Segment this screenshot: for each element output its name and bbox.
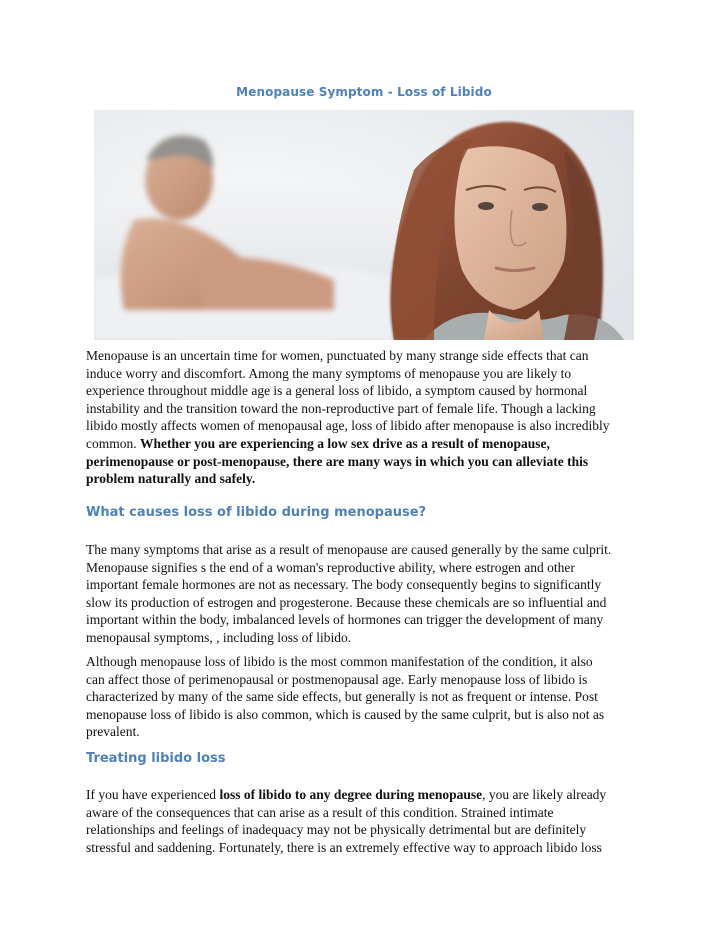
intro-line bbox=[86, 435, 646, 453]
intro-line bbox=[86, 470, 646, 488]
intro-bold-text: perimenopause or post-menopause, there are many ways in which you can alleviate this bbox=[86, 453, 589, 469]
paragraph-text: , you are likely already bbox=[482, 787, 607, 802]
intro-paragraph bbox=[86, 347, 646, 488]
paragraph-line: The many symptoms that arise as a result of menopause are caused generally by the same culprit. bbox=[86, 542, 612, 557]
paragraph-line: aware of the consequences that can arise as a result of this condition. Strained intimate bbox=[86, 804, 554, 820]
paragraph-line: important female hormones are not as necessary. The body consequently begins to significantly bbox=[86, 577, 602, 593]
treating-paragraph bbox=[86, 786, 646, 856]
paragraph-line bbox=[86, 786, 646, 804]
causes-paragraph bbox=[86, 541, 646, 647]
paragraph-line: important within the body, imbalanced levels of hormones can trigger the development of many bbox=[86, 612, 604, 628]
paragraph-line: menopause loss of libido is also common, which is caused by the same culprit, but is also not as bbox=[86, 706, 605, 722]
paragraph-line: prevalent. bbox=[86, 724, 140, 740]
paragraph-text: If you have experienced bbox=[86, 787, 220, 802]
intro-line: Menopause is an uncertain time for women, punctuated by many strange side effects that can bbox=[86, 348, 589, 363]
paragraph-line: relationships and feelings of inadequacy may not be physically detrimental but are definitely bbox=[86, 822, 587, 838]
paragraph-line: can affect those of perimenopausal or postmenopausal age. Early menopause loss of libido is bbox=[86, 671, 588, 687]
document-title: Menopause Symptom - Loss of Libido bbox=[236, 85, 492, 99]
intro-line: experience throughout middle age is a general loss of libido, a symptom caused by hormonal bbox=[86, 383, 588, 399]
paragraph-line: Menopause signifies s the end of a woman's reproductive ability, where estrogen and other bbox=[86, 559, 575, 575]
paragraph-line: stressful and saddening. Fortunately, there is an extremely effective way to approach libido loss bbox=[86, 839, 602, 855]
paragraph-line: slow its production of estrogen and progesterone. Because these chemicals are so influential and bbox=[86, 594, 607, 610]
paragraph-line: characterized by many of the same side effects, but generally is not as frequent or intense. Post bbox=[86, 689, 598, 705]
intro-bold-text: problem naturally and safely. bbox=[86, 471, 256, 487]
intro-bold-text: Whether you are experiencing a low sex drive as a result of menopause, bbox=[140, 435, 550, 451]
early-post-menopause-paragraph bbox=[86, 653, 646, 741]
intro-text: common. bbox=[86, 435, 140, 451]
intro-line: libido mostly affects women of menopausal age, loss of libido after menopause is also incredibly bbox=[86, 418, 610, 434]
paragraph-bold-text: loss of libido to any degree during menopause bbox=[219, 787, 483, 802]
section-heading: Treating libido loss bbox=[86, 751, 226, 766]
couple-in-bed-photo bbox=[94, 110, 634, 340]
intro-line bbox=[86, 453, 646, 471]
paragraph-line: menopausal symptoms, , including loss of libido. bbox=[86, 629, 352, 645]
paragraph-line: Although menopause loss of libido is the most common manifestation of the condition, it also bbox=[86, 654, 593, 669]
intro-line: induce worry and discomfort. Among the many symptoms of menopause you are likely to bbox=[86, 365, 572, 381]
intro-line: instability and the transition toward the non-reproductive part of female life. Though a lacking bbox=[86, 400, 596, 416]
section-heading: What causes loss of libido during menopause? bbox=[86, 505, 427, 520]
